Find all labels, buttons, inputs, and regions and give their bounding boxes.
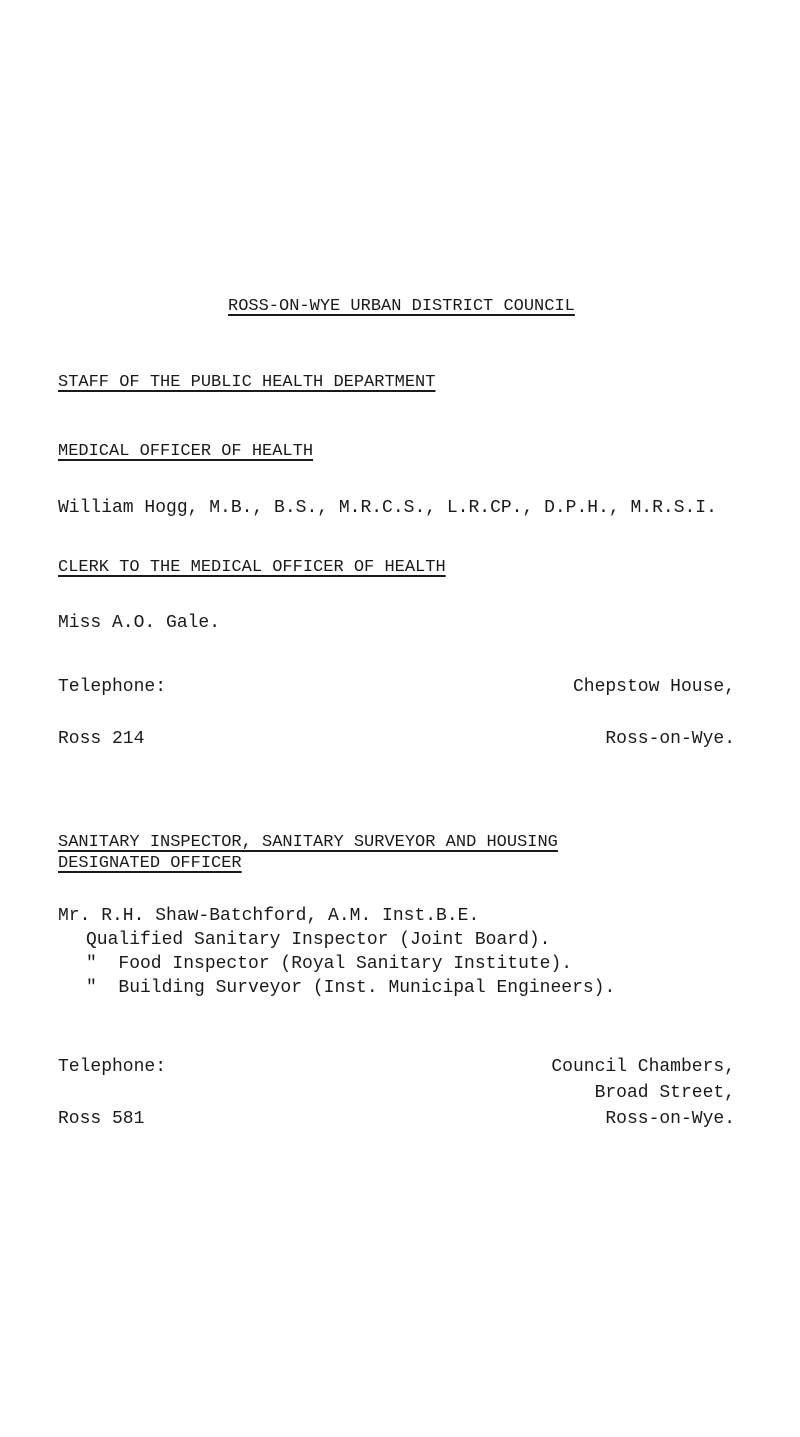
clerk-name: Miss A.O. Gale. — [58, 613, 221, 633]
telephone-label: Telephone: — [58, 677, 167, 697]
qualification-item: " Building Surveyor (Inst. Municipal Engineers). — [86, 978, 616, 998]
sanitary-inspector-name: Mr. R.H. Shaw-Batchford, A.M. Inst.B.E. — [58, 906, 480, 926]
council-title: ROSS-ON-WYE URBAN DISTRICT COUNCIL — [228, 297, 575, 316]
qualification-item: " Food Inspector (Royal Sanitary Institute). — [86, 954, 573, 974]
medical-officer-name: William Hogg, M.B., B.S., M.R.C.S., L.R.CP., D.P.H., M.R.S.I. — [58, 498, 717, 518]
sanitary-inspector-heading-line-1: SANITARY INSPECTOR, SANITARY SURVEYOR AND HOUSING — [58, 833, 558, 852]
address-line: Council Chambers, — [551, 1057, 735, 1077]
telephone-label: Telephone: — [58, 1057, 167, 1077]
medical-officer-heading: MEDICAL OFFICER OF HEALTH — [58, 442, 314, 461]
qualification-item: Qualified Sanitary Inspector (Joint Board). — [86, 930, 551, 950]
address-line: Chepstow House, — [572, 677, 735, 697]
telephone-number: Ross 214 — [58, 729, 145, 749]
address-line: Ross-on-Wye. — [605, 729, 735, 749]
address-line: Ross-on-Wye. — [605, 1109, 735, 1129]
staff-heading: STAFF OF THE PUBLIC HEALTH DEPARTMENT — [58, 373, 436, 392]
sanitary-inspector-heading-line-2: DESIGNATED OFFICER — [58, 854, 242, 873]
address-line: Broad Street, — [594, 1083, 735, 1103]
clerk-heading: CLERK TO THE MEDICAL OFFICER OF HEALTH — [58, 558, 446, 577]
telephone-number: Ross 581 — [58, 1109, 145, 1129]
